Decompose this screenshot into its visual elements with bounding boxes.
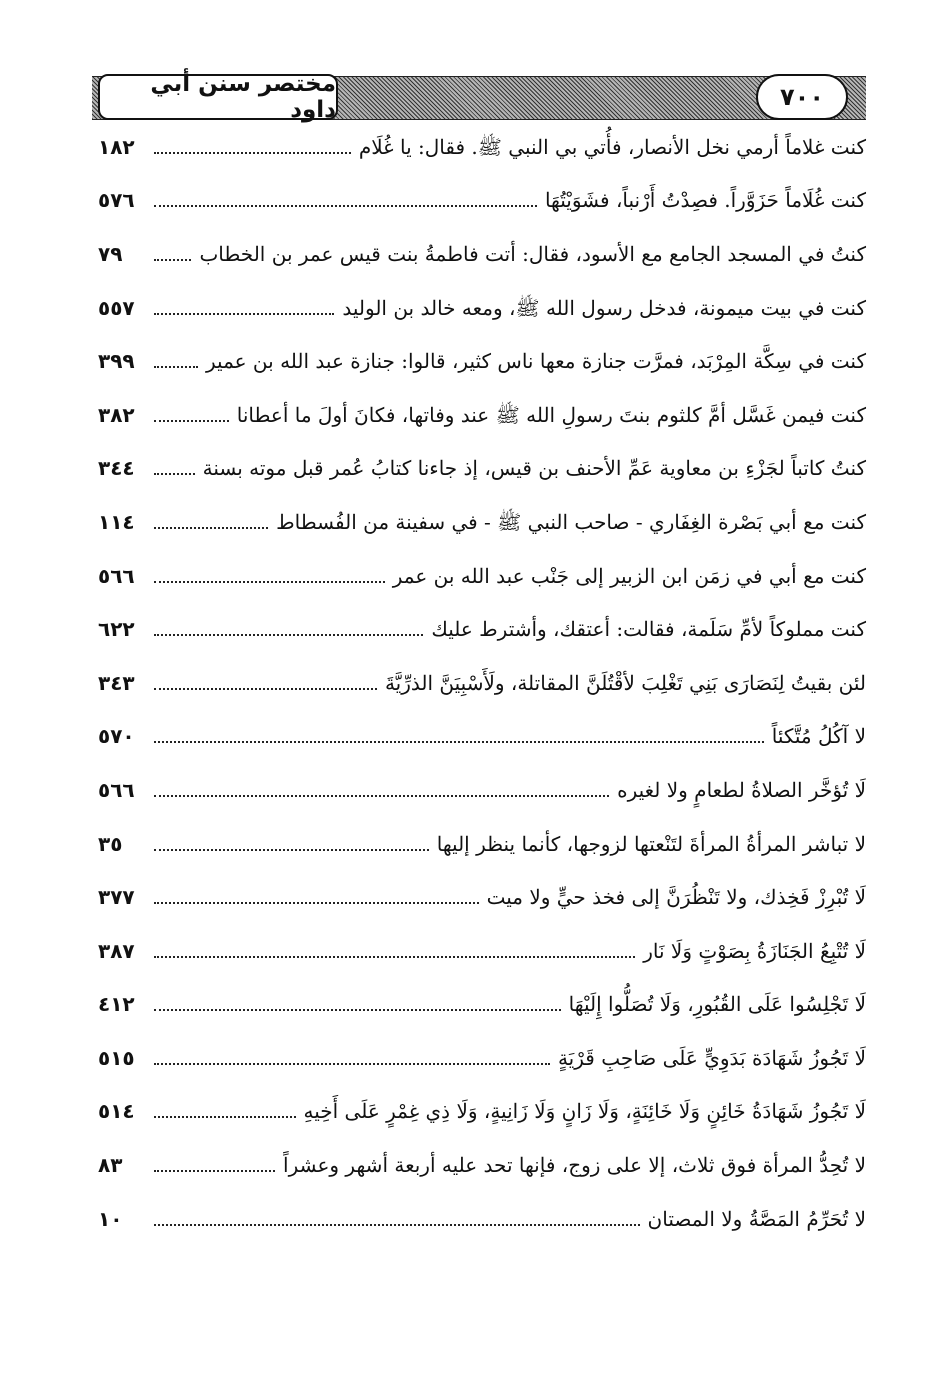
index-entry xyxy=(98,442,866,496)
entry-text: لَا تَجْلِسُوا عَلَى القُبُورِ، وَلَا تُصَلُّوا إِلَيْهَا xyxy=(568,992,866,1017)
dot-leader xyxy=(154,795,609,797)
entry-text: كنتُ في المسجد الجامع مع الأسود، فقال: أتت فاطمةُ بنت قيس عمر بن الخطاب xyxy=(199,241,866,266)
index-entry xyxy=(98,1192,866,1246)
dot-leader xyxy=(154,473,195,475)
index-entry xyxy=(98,388,866,442)
dot-leader xyxy=(154,956,635,958)
entry-text: كنت في بيت ميمونة، فدخل رسول الله ﷺ، ومعه خالد بن الوليد xyxy=(342,295,866,320)
entry-text: كنت مع أبي بَصْرة الغِفَاري - صاحب النبي ﷺ - في سفينة من الفُسطاط xyxy=(276,509,866,534)
index-entry xyxy=(98,978,866,1032)
dot-leader xyxy=(154,634,423,636)
entry-page-number: ٣٤٣ xyxy=(98,670,135,695)
index-entry xyxy=(98,1031,866,1085)
index-entry xyxy=(98,334,866,388)
entry-text: لا تُحَرِّمُ المَصَّةُ ولا المصتان xyxy=(647,1206,866,1231)
entry-text: لئن بقيتُ لِنَصَارَى بَنِي تَغْلِبَ لأقْتُلَنَّ المقاتلة، ولَأَسْبِيَنَّ الذرِّيَّةَ xyxy=(384,670,866,695)
index-entry xyxy=(98,227,866,281)
index-entry xyxy=(98,495,866,549)
entry-page-number: ٣٧٧ xyxy=(98,885,135,910)
entry-text: لَا تُؤخَّر الصلاةُ لطعامٍ ولا لغيره xyxy=(617,777,866,802)
index-entry xyxy=(98,924,866,978)
dot-leader xyxy=(154,902,479,904)
index-entry xyxy=(98,817,866,871)
entry-page-number: ٣٨٢ xyxy=(98,402,135,427)
entry-text: لا تُحِدُّ المرأة فوق ثلاث، إلا على زوج، فإنها تحد عليه أربعة أشهر وعشراً xyxy=(283,1153,866,1178)
entry-page-number: ٣٥ xyxy=(98,831,123,856)
dot-leader xyxy=(154,1116,296,1118)
entry-page-number: ٥٧٦ xyxy=(98,188,135,213)
entry-text: لَا تُبْرِزْ فَخِذك، ولا تَنْظُرَنَّ إلى فخذ حيٍّ ولا ميت xyxy=(486,885,866,910)
entry-text: كنت مملوكاً لأمِّ سَلَمة، فقالت: أعتقك، وأشترط عليك xyxy=(431,617,866,642)
entry-text: لَا تَجُوزُ شَهَادَةُ خَائِنٍ وَلَا خَائِنَةٍ، وَلَا زَانٍ وَلَا زَانِيةٍ، وَلَا ذِي غِمْرٍ عَلَى أَخِيهِ xyxy=(303,1099,866,1124)
index-entry xyxy=(98,549,866,603)
entry-text: كنت في سِكَّة المِرْبَد، فمرَّت جنازة معها ناس كثير، قالوا: جنازة عبد الله بن عمير xyxy=(206,349,866,374)
entry-page-number: ٥٧٠ xyxy=(98,724,135,749)
index-entry xyxy=(98,281,866,335)
dot-leader xyxy=(154,581,385,583)
index-entry xyxy=(98,1138,866,1192)
dot-leader xyxy=(154,1063,550,1065)
entry-page-number: ٤١٢ xyxy=(98,992,135,1017)
entry-page-number: ٣٩٩ xyxy=(98,349,135,374)
index-entry xyxy=(98,120,866,174)
dot-leader xyxy=(154,205,537,207)
dot-leader xyxy=(154,1009,561,1011)
index-entry xyxy=(98,602,866,656)
index-entry xyxy=(98,1085,866,1139)
index-entry xyxy=(98,174,866,228)
entry-page-number: ٣٤٤ xyxy=(98,456,135,481)
index-entry xyxy=(98,710,866,764)
dot-leader xyxy=(154,688,377,690)
dot-leader xyxy=(154,259,191,261)
entry-page-number: ٥١٤ xyxy=(98,1099,135,1124)
entry-text: لا تباشر المرأةُ المرأةَ لتَنْعتها لزوجها، كأنما ينظر إليها xyxy=(436,831,866,856)
entry-page-number: ٨٣ xyxy=(98,1153,123,1178)
entry-page-number: ١٠ xyxy=(98,1206,123,1231)
entry-page-number: ٥١٥ xyxy=(98,1045,135,1070)
entry-page-number: ١١٤ xyxy=(98,509,135,534)
entry-text: كنت فيمن غَسَّل أمَّ كلثوم بنتَ رسولِ الله ﷺ عند وفاتها، فكانَ أولَ ما أعطانا xyxy=(236,402,866,427)
entry-page-number: ٥٦٦ xyxy=(98,777,135,802)
dot-leader xyxy=(154,152,351,154)
dot-leader xyxy=(154,527,268,529)
entry-page-number: ٥٥٧ xyxy=(98,295,135,320)
index-list xyxy=(98,120,866,1245)
entry-text: كنتُ كاتباً لجَزْءِ بن معاوية عَمِّ الأحنف بن قيس، إذ جاءنا كتابُ عُمر قبل موته بسنة xyxy=(202,456,866,481)
dot-leader xyxy=(154,313,334,315)
dot-leader xyxy=(154,420,229,422)
entry-page-number: ٧٩ xyxy=(98,241,123,266)
dot-leader xyxy=(154,1170,275,1172)
entry-text: لَا تُتْبِعُ الجَنَازَةُ بِصَوْتٍ وَلَا نَار xyxy=(643,938,866,963)
book-title: مختصر سنن أبي داود xyxy=(98,74,338,120)
entry-page-number: ١٨٢ xyxy=(98,134,135,159)
page-header xyxy=(92,71,866,123)
entry-text: كنت مع أبي في زمَن ابن الزبير إلى جَنْب عبد الله بن عمر xyxy=(392,563,866,588)
entry-text: كنت غلاماً أرمي نخل الأنصار، فأُتي بي النبي ﷺ. فقال: يا غُلَام xyxy=(358,134,866,159)
index-entry xyxy=(98,870,866,924)
entry-text: لَا تَجُوزُ شَهَادَة بَدَوِيٍّ عَلَى صَاحِبِ قَرْيَةٍ xyxy=(557,1045,866,1070)
entry-page-number: ٦٢٢ xyxy=(98,617,135,642)
dot-leader xyxy=(154,741,764,743)
index-entry xyxy=(98,656,866,710)
entry-text: لا آكُلُ مُتَّكئاً xyxy=(771,724,866,749)
dot-leader xyxy=(154,1224,640,1226)
dot-leader xyxy=(154,849,429,851)
page-number: ٧٠٠ xyxy=(756,74,848,120)
entry-text: كنت غُلَاماً حَزَوَّراً. فصِدْتُ أَرْنباً، فشَوَيْتُهَا xyxy=(544,188,866,213)
entry-page-number: ٣٨٧ xyxy=(98,938,135,963)
entry-page-number: ٥٦٦ xyxy=(98,563,135,588)
index-entry xyxy=(98,763,866,817)
dot-leader xyxy=(154,366,198,368)
